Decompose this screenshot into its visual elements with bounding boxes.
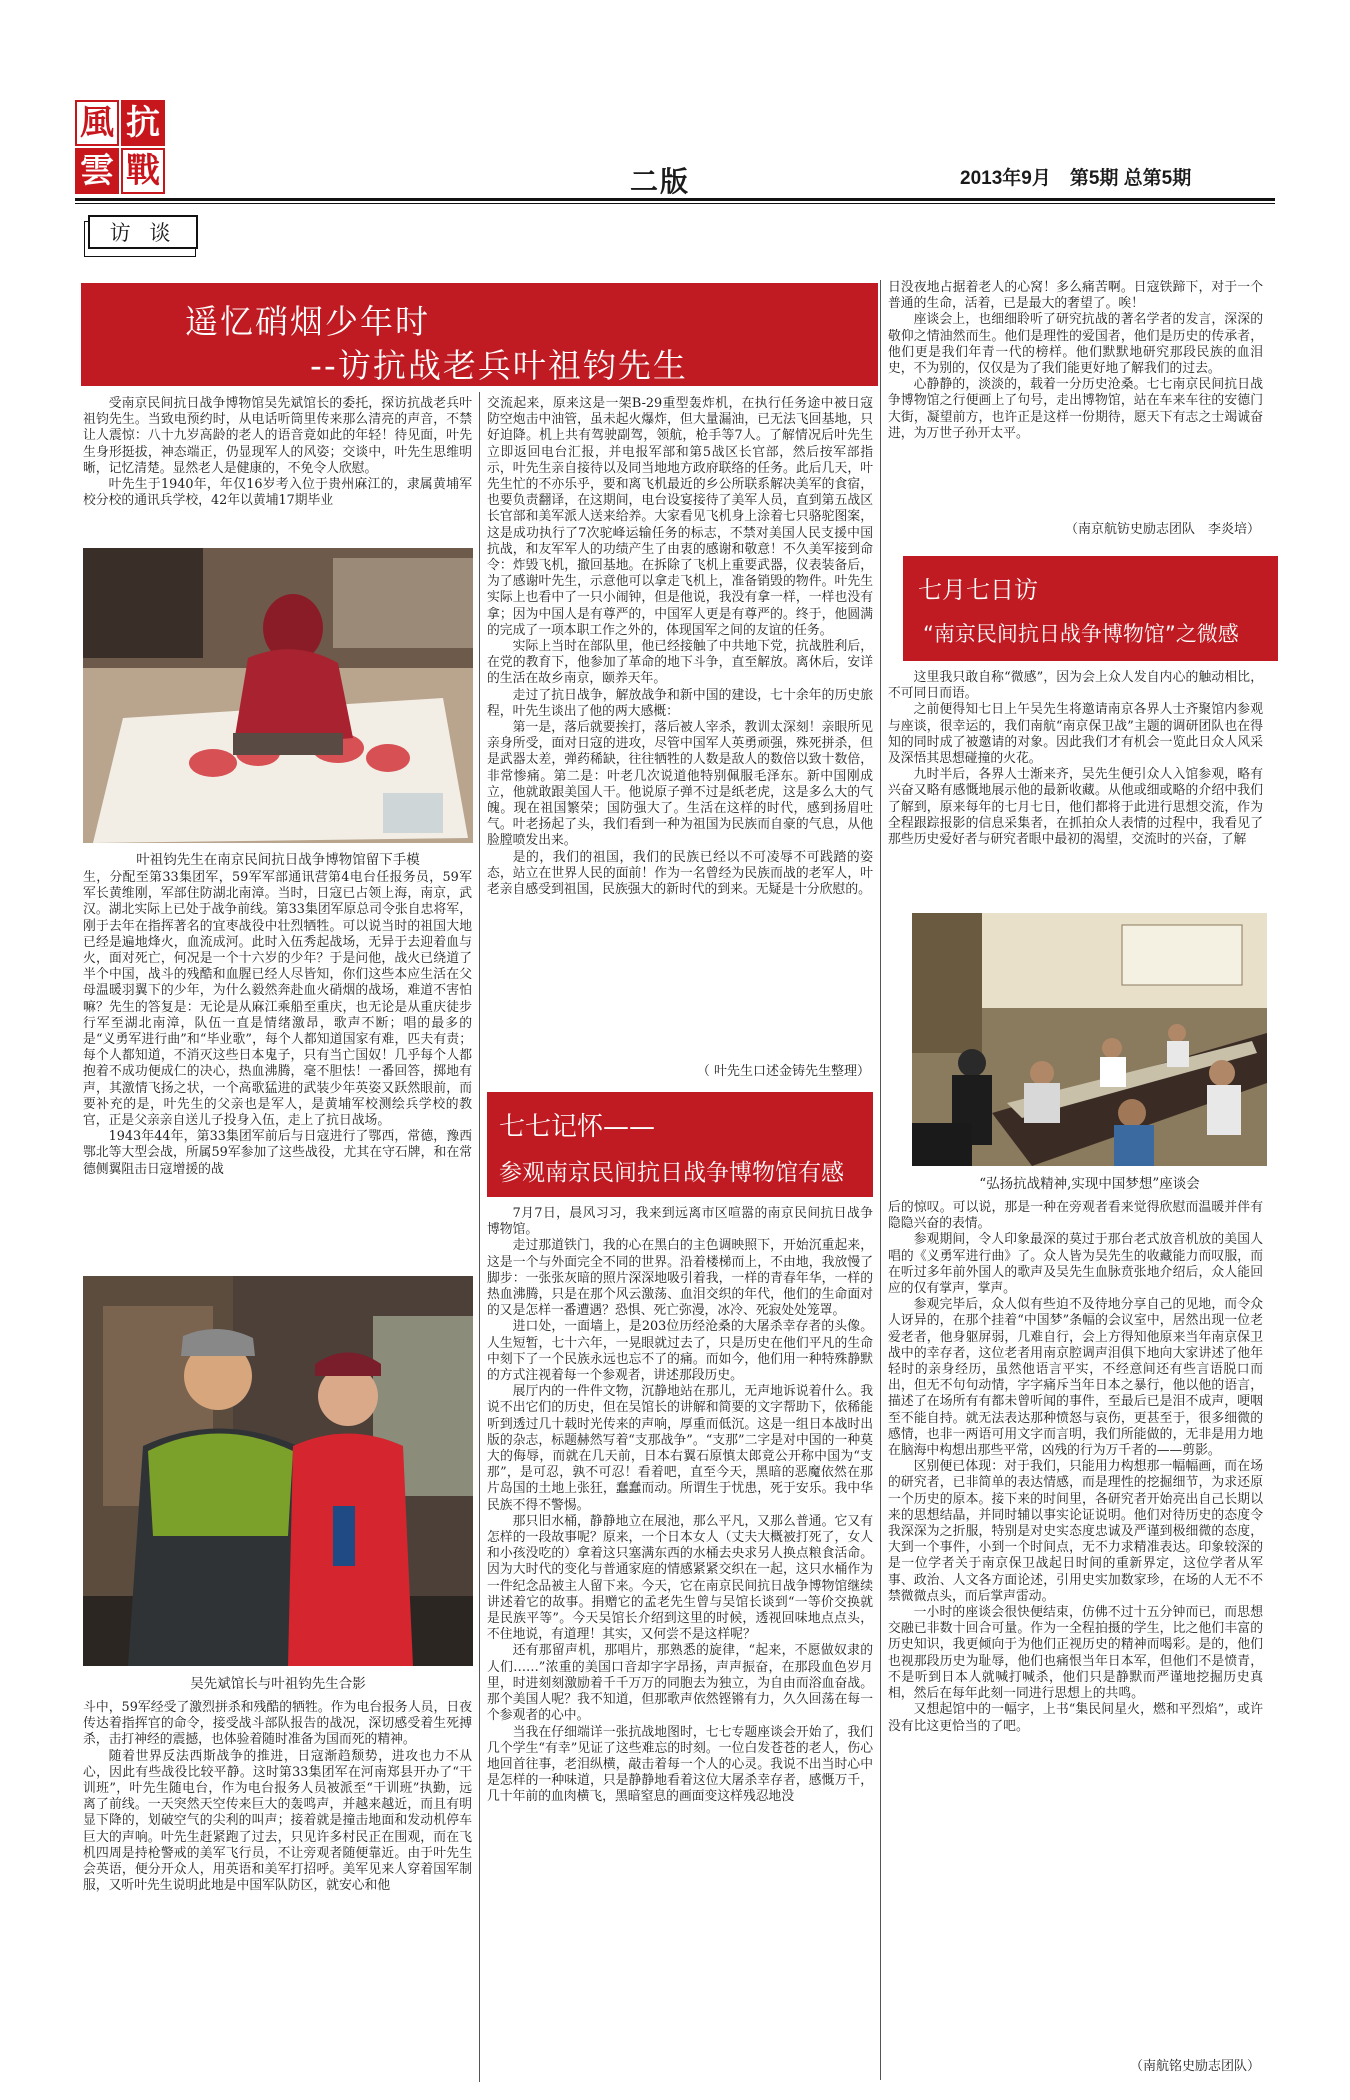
article2-subtitle: 参观南京民间抗日战争博物馆有感 xyxy=(499,1160,844,1186)
paragraph: 交流起来，原来这是一架B-29重型轰炸机，在执行任务途中被日寇防空炮击中油管，虽未起火爆炸，但大量漏油，已无法飞回基地，只好迫降。机上共有驾驶副驾，领航，枪手等7人。了解情况后叶先生立即返回电台汇报，并电报军部和第5战区长官部，然后按军部指示，叶先生亲自接待以及同当地地方政府联络的任务。此后几天，叶先生忙的不亦乐乎，要和离飞机最近的乡公所联系解决美军的食宿，也要负责翻译，在这期间，电台设宴接待了美军人员，直到第五战区长官部和美军派人送来给养。大家看见飞机身上涂着七只骆驼图案，这是成功执行了7次驼峰运输任务的标志，不禁对美国人民支援中国抗战，和友军军人的功绩产生了由衷的感谢和敬意！不久美军接到命令：炸毁飞机，撤回基地。在拆除了飞机上重要武器，仪表装备后，为了感谢叶先生，示意他可以拿走飞机上，准备销毁的物件。叶先生实际上也看中了一只小闹钟，但是他说，我没有拿一样，一样也没有拿；因为中国人是有尊严的，中国军人更是有尊严的。终于，他圆满的完成了一项本职工作之外的，体现国军之间的友谊的任务。 xyxy=(487,396,873,638)
article2-title: 七七记怀—— xyxy=(499,1112,656,1142)
paragraph: 生，分配至第33集团军，59军军部通讯营第4电台任报务员，59军军长黄维刚，军部住防湖北南漳。当时，日寇已占领上海，南京，武汉。湖北实际上已处于战争前线。第33集团军原总司令张自忠将军，刚于去年在指挥著名的宜枣战役中壮烈牺牲。可以说当时的祖国大地已经是遍地烽火，血流成河。此时入伍秀起战场，无异于去迎着血与火，面对死亡，何况是一个十六岁的少年？于是问他，战火已绕道了半个中国，战斗的残酷和血腥已经人尽皆知，你们这些本应生活在父母温暖羽翼下的少年，为什么毅然奔赴血火硝烟的战场，难道不害怕嘛？先生的答复是：无论是从麻江乘船至重庆，也无论是从重庆徒步行军至湖北南漳，队伍一直是情绪激昂，歌声不断；唱的最多的是“义勇军进行曲”和“毕业歌”，每个人都知道国家有难，匹夫有责；每个人都知道，不消灭这些日本鬼子，只有当亡国奴！几乎每个人都抱着不成功便成仁的决心，热血沸腾，毫不胆怯！一番回答，掷地有声，其激情飞扬之状，一个高歌猛进的武装少年英姿又跃然眼前，而要补充的是，叶先生的父亲也是军人，是黄埔军校测绘兵学校的教官，正是父亲亲自送儿子投身入伍，走上了抗日战场。 xyxy=(83,870,472,1129)
photo-meeting xyxy=(912,913,1267,1166)
masthead-logo xyxy=(75,100,167,196)
paragraph: 那只旧水桶，静静地立在展池，那么平凡，又那么普通。它又有怎样的一段故事呢？原来，一个日本女人（丈夫大概被打死了，女人和小孩没吃的）拿着这只塞满东西的水桶去央求另人换点粮食活命。因为大时代的变化与普通家庭的情感紧紧交织在一起，这只水桶作为一件纪念品被主人留下来。今天，它在南京民间抗日战争博物馆继续讲述着它的故事。捐赠它的孟老先生曾与吴馆长谈到“一等价交换就是民族平等”。今天吴馆长介绍到这里的时候，透视回味地点点头，不住地说，有道理！其实，又何尝不是这样呢？ xyxy=(487,1513,873,1643)
column-divider xyxy=(479,392,480,2082)
paragraph: 当我在仔细端详一张抗战地图时，七七专题座谈会开始了，我们几个学生“有幸”见证了这些难忘的时刻。一位白发苍苍的老人，伤心地回首往事，老泪纵横，敲击着每一个人的心灵。我说不出当时心中是怎样的一种味道，只是静静地看着这位大屠杀幸存者，感慨万千，几十年前的血肉横飞，黑暗窒息的画面变这样残忍地没 xyxy=(487,1724,873,1805)
photo-handprint-caption: 叶祖钧先生在南京民间抗日战争博物馆留下手模 xyxy=(136,852,420,868)
photo-portrait xyxy=(83,1276,473,1666)
article2-title-banner xyxy=(487,1092,873,1197)
paragraph: 参观完毕后，众人似有些迫不及待地分享自己的见地，而令众人讶异的，在那个挂着“中国梦”条幅的会议室中，居然出现一位老爱老者，他身躯屏弱，几难自行，会上方得知他原来当年南京保卫战中的幸存者，这位老者用南京腔调声泪俱下地向大家讲述了他年轻时的亲身经历，虽然他语言平实，不经意间还有些言语脱口而出，但无不句句动情，字字痛斥当年日本之暴行，他以他的语言，描述了在场所有有都未曾听闻的事件，至最后已是泪不成声，哽咽至不能自持。就无法表达那种愤怒与哀伤，更甚至于，很多细微的感情，也非一两语可用文字而言明，我们所能做的，无非是用力地在脑海中构想出那些平常，凶残的行为万千者的——剪影。 xyxy=(888,1297,1263,1459)
paragraph: 受南京民间抗日战争博物馆吴先斌馆长的委托，探访抗战老兵叶祖钧先生。当致电预约时，从电话听筒里传来那么清亮的声音，不禁让人震惊：八十九岁高龄的老人的语音竟如此的年轻！待见面，叶先生身形挺拔，神态端正，仍显现军人的风姿；交谈中，叶先生思维明晰，记忆清楚。显然老人是健康的，不免令人欣慰。 xyxy=(83,396,472,476)
article1-signature: （ 叶先生口述金铸先生整理） xyxy=(696,1064,870,1079)
paragraph: 一小时的座谈会很快便结束，仿佛不过十五分钟而已，而思想交融已非数十回合可量。作为一全程拍摄的学生，比之他们丰富的历史知识，我更倾向于为他们正视历史的精神而喝彩。是的，他们也视那段历史为耻辱，他们也痛恨当年日本军，但他们不是愤青，不是听到日本人就喊打喊杀，他们只是静默而严谨地挖掘历史真相，然后在每年此刻一同进行思想上的共鸣。 xyxy=(888,1605,1263,1702)
paragraph: 1943年44年，第33集团军前后与日寇进行了鄂西，常德，豫西鄂北等大型会战，所属59军参加了这些战役，尤其在守石牌，和在常德侧翼阻击日寇增援的战 xyxy=(83,1129,472,1177)
logo-char: 雲 xyxy=(75,148,119,194)
article1-body-3 xyxy=(487,396,873,1074)
paragraph: 斗中，59军经受了激烈拼杀和残酷的牺牲。作为电台报务人员，日夜传达着指挥官的命令，接受战斗部队报告的战况，深切感受着生死搏杀，击打神经的震撼，也体验着随时准备为国而死的精神。 xyxy=(83,1700,472,1748)
paragraph: 进口处，一面墙上，是203位历经沧桑的大屠杀幸存者的头像。人生短暂，七十六年，一晃眼就过去了，只是历史在他们平凡的生命中刻下了一个民族永远也忘不了的痛。而如今，他们用一种特殊静默的方式注视着每一个参观者，讲述那段历史。 xyxy=(487,1319,873,1384)
paragraph: 实际上当时在部队里，他已经接触了中共地下党，抗战胜利后，在党的教育下，他参加了革命的地下斗争，直至解放。离休后，安详的生活在故乡南京，颐养天年。 xyxy=(487,639,873,687)
photo-handprint-image xyxy=(83,548,473,843)
edition-label: 二版 xyxy=(630,165,691,198)
paragraph: 展厅内的一件件文物，沉静地站在那儿，无声地诉说着什么。我说不出它们的历史，但在吴馆长的讲解和简要的文字帮助下，依稀能听到透过几十载时光传来的声响，厚重而低沉。这是一组日本战时出版的杂志，标题赫然写着“支那战争”。“支那”二字是对中国的一种莫大的侮辱，而就在几天前，日本右翼石原慎太郎竟公开称中国为“支那”，是可忍，孰不可忍！看着吧，直至今天，黑暗的恶魔依然在那片岛国的土地上张狂，蠢蠢而动。所谓生于忧患，死于安乐。我中华民族不得不警惕。 xyxy=(487,1384,873,1513)
article2-signature: （南京航钫史励志团队 李炎培） xyxy=(1064,522,1260,537)
paragraph: 随着世界反法西斯战争的推进，日寇渐趋颓势，进攻也力不从心，因此有些战役比较平静。这时第33集团军在河南郑县开办了“干训班”，叶先生随电台，作为电台报务人员被派至“干训班”执勤，远离了前线。一天突然天空传来巨大的轰鸣声，并越来越近，而且有明显下降的，划破空气的尖利的叫声；接着就是撞击地面和发动机停车巨大的声响。叶先生赶紧跑了过去，只见许多村民正在围观，而在飞机四周是持枪警戒的美军飞行员，不让旁观者随便靠近。由于叶先生会英语，便分开众人，用英语和美军打招呼。美军见来人穿着国军制服，又听叶先生说明此地是中国军队防区，就安心和他 xyxy=(83,1748,472,1894)
paragraph: 走过那道铁门，我的心在黑白的主色调映照下，开始沉重起来，这是一个与外面完全不同的世界。沿着楼梯而上，不由地，我放慢了脚步：一张张灰暗的照片深深地吸引着我，一样的青春年华，一样的热血沸腾，只是在那个风云激荡、血泪交织的年代，他们的生命面对的又是怎样一番遭遇？恐惧、死亡弥漫，冰冷、死寂处处笼罩。 xyxy=(487,1238,873,1319)
paragraph: 九时半后，各界人士渐来齐，吴先生便引众人入馆参观，略有兴奋又略有感慨地展示他的最新收藏。从他或细或略的介绍中我们了解到，原来每年的七月七日，他们都将于此进行思想交流，作为全程跟踪报影的信息采集者，在抓拍众人表情的过程中，我看见了那些历史爱好者与研究者眼中最初的渴望，交流时的兴奋，了解 xyxy=(888,767,1263,848)
logo-char: 戰 xyxy=(121,148,165,194)
paragraph: 还有那留声机，那唱片，那熟悉的旋律，“起来，不愿做奴隶的人们……”浓重的美国口音却字字昂扬，声声振奋，在那段血色岁月里，时进刻刻激励着千千万万的同胞去为独立，为自由而浴血奋战。那个美国人呢？我不知道，但那歌声依然铿锵有力，久久回荡在每一个参观者的心中。 xyxy=(487,1643,873,1724)
header-rule-thin xyxy=(75,203,1275,204)
article3-body-1 xyxy=(888,670,1263,895)
paragraph: 参观期间，令人印象最深的莫过于那台老式放音机放的美国人唱的《义勇军进行曲》了。众人皆为吴先生的收藏能力而叹服，而在听过多年前外国人的歌声及吴先生血脉贲张地介绍后，众人能回应的仅有掌声，掌声。 xyxy=(888,1232,1263,1297)
header-rule xyxy=(75,198,1275,201)
article3-subtitle: “南京民间抗日战争博物馆”之微感 xyxy=(923,622,1239,646)
paragraph: 这里我只敢自称“微感”，因为会上众人发自内心的触动相比，不可同日而语。 xyxy=(888,670,1263,702)
paragraph: 7月7日，晨风习习，我来到远离市区喧嚣的南京民间抗日战争博物馆。 xyxy=(487,1206,873,1238)
section-label: 访 谈 xyxy=(88,215,198,249)
paragraph: 第一是，落后就要挨打，落后被人宰杀，教训太深刻！亲眼所见亲身所受，面对日寇的进攻，尽管中国军人英勇顽强，殊死拼杀，但是武器太差，弹药稀缺，往往牺牲的人数是敌人的数倍以致十数倍，非常惨痛。第二是：叶老几次说道他特别佩服毛泽东。新中国刚成立，他就敢跟美国人干。他说原子弹不过是纸老虎，这是多么大的气魄。现在祖国繁荣；国防强大了。生活在这样的时代，感到扬眉吐气。叶老扬起了头，我们看到一种为祖国为民族而自豪的气息，从他脸膛喷发出来。 xyxy=(487,720,873,849)
paragraph: 是的，我们的祖国，我们的民族已经以不可凌辱不可践踏的姿态，站立在世界人民的面前！作为一名曾经为民族而战的老军人，叶老亲自感受到祖国，民族强大的新时代的到来。无疑是十分欣慰的。 xyxy=(487,849,873,898)
paragraph: 又想起馆中的一幅字，上书“集民间星火，燃和平烈焰”，或许没有比这更恰当的了吧。 xyxy=(888,1702,1263,1734)
article1-body-1 xyxy=(83,870,472,1272)
article3-title: 七月七日访 xyxy=(918,576,1038,604)
article3-signature: （南航铭史励志团队） xyxy=(1129,2059,1260,2074)
article1-body-2 xyxy=(83,1700,472,2085)
paragraph: 座谈会上，也细细聆听了研究抗战的著名学者的发言，深深的敬仰之情油然而生。他们是理性的爱国者，他们是历史的传承者，他们更是我们年青一代的榜样。他们默默地研究那段民族的血泪史，不为别的，仅仅是为了我们能更好地了解我们的过去。 xyxy=(888,312,1263,377)
column-divider xyxy=(880,280,881,2080)
paragraph: 后的惊叹。可以说，那是一种在旁观者看来觉得欣慰而温暖并伴有隐隐兴奋的表情。 xyxy=(888,1200,1263,1232)
paragraph: 心静静的，淡淡的，载着一分历史沧桑。七七南京民间抗日战争博物馆之行便画上了句号，走出博物馆，站在车来车往的安德门大街，凝望前方，也许正是这样一份期待，愿天下有志之士竭诚奋进，为万世子孙开太平。 xyxy=(888,377,1263,441)
issue-info: 2013年9月 第5期 总第5期 xyxy=(960,168,1192,189)
photo-handprint xyxy=(83,548,473,843)
article1-title: 遥忆硝烟少年时 xyxy=(185,302,430,341)
paragraph: 之前便得知七日上午吴先生将邀请南京各界人士齐聚馆内参观与座谈，很幸运的，我们南航“南京保卫战”主题的调研团队也在得知的同时成了被邀请的对象。因此我们才有机会一览此日众人风采及深悟其思想碰撞的火花。 xyxy=(888,702,1263,767)
photo-portrait-caption: 吴先斌馆长与叶祖钧先生合影 xyxy=(190,1676,366,1692)
paragraph: 区别便已体现：对于我们，只能用力构想那一幅幅画，而在场的研究者，已非简单的表达情感，而是理性的挖掘细节，为求还原一个历史的原本。接下来的时间里，各研究者开始亮出自己长期以来的思想结晶，并同时辅以事实论证说明。他们对待历史的态度令我深深为之折服，特别是对史实态度忠诚及严谨到极细微的态度，大到一个事件，小到一个时间点，无不力求精准表达。印象较深的是一位学者关于南京保卫战起日时间的重新界定，这位学者从军事、政治、人文各方面论述，引用史实加数家珍，在场的人无不不禁微微点头，而后掌声雷动。 xyxy=(888,1459,1263,1604)
article1-intro xyxy=(83,396,472,541)
paragraph: 叶先生于1940年，年仅16岁考入位于贵州麻江的，隶属黄埔军校分校的通讯兵学校，42年以黄埔17期毕业 xyxy=(83,477,472,509)
article2-continued xyxy=(888,280,1263,492)
photo-meeting-caption: “弘扬抗战精神,实现中国梦想”座谈会 xyxy=(979,1176,1200,1192)
paragraph: 走过了抗日战争，解放战争和新中国的建设，七十余年的历史旅程，叶先生谈出了他的两大感概： xyxy=(487,687,873,719)
article3-title-banner xyxy=(903,556,1278,661)
article2-body xyxy=(487,1206,873,2086)
paragraph: 日没夜地占据着老人的心窝！多么痛苦啊。日寇铁蹄下，对于一个普通的生命，活着，已是最大的奢望了。唉！ xyxy=(888,280,1263,312)
photo-meeting-image xyxy=(912,913,1267,1166)
article3-body-2 xyxy=(888,1200,1263,2035)
logo-char: 抗 xyxy=(121,100,165,146)
photo-portrait-image xyxy=(83,1276,473,1666)
article1-title-banner xyxy=(81,283,878,386)
logo-char: 風 xyxy=(75,100,119,146)
article1-subtitle: --访抗战老兵叶祖钧先生 xyxy=(310,346,688,385)
